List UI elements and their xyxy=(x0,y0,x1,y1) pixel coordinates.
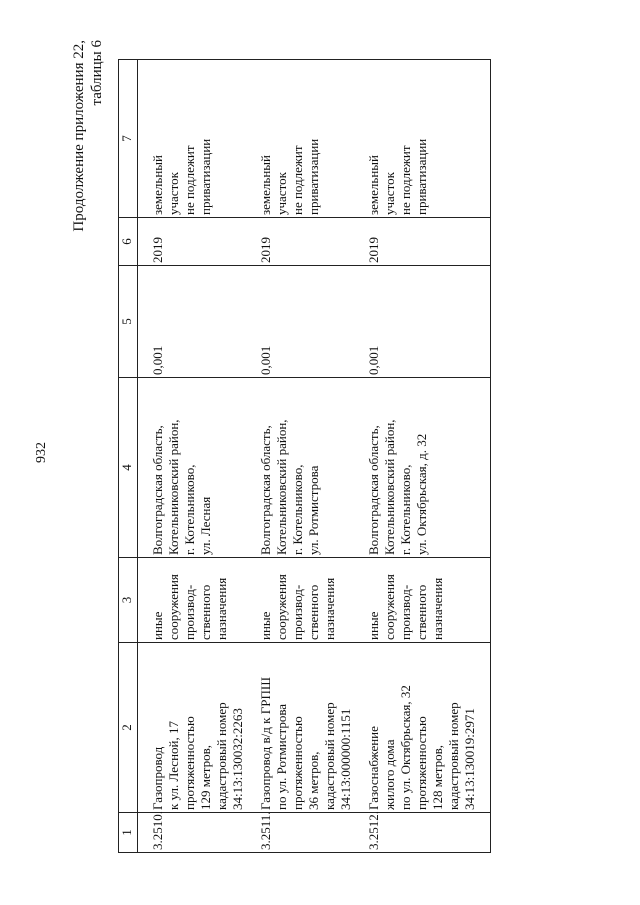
object-address: Волгоградская область, Котельниковский район, г. Котельниково, ул. Октябрьская, д. 32 xyxy=(354,378,491,558)
row-number: 3.2511. xyxy=(246,813,354,853)
column-header: 3 xyxy=(119,558,138,643)
object-address: Волгоградская область, Котельниковский район, г. Котельниково, ул. Ротмистрова xyxy=(246,378,354,558)
row-number: 3.2510. xyxy=(138,813,247,853)
column-header: 6 xyxy=(119,218,138,266)
row-number: 3.2512. xyxy=(354,813,491,853)
object-type: иные сооружения производ- ственного назначения xyxy=(138,558,247,643)
continuation-line-1: Продолжение приложения 22, xyxy=(71,40,87,232)
object-type: иные сооружения производ- ственного назначения xyxy=(354,558,491,643)
object-year: 2019 xyxy=(246,218,354,266)
object-area: 0,001 xyxy=(354,266,491,378)
column-header: 1 xyxy=(119,813,138,853)
object-address: Волгоградская область, Котельниковский район, г. Котельниково, ул. Лесная xyxy=(138,378,247,558)
column-header: 7 xyxy=(119,60,138,218)
object-area: 0,001 xyxy=(138,266,247,378)
object-year: 2019 xyxy=(138,218,247,266)
object-year: 2019 xyxy=(354,218,491,266)
column-header: 4 xyxy=(119,378,138,558)
object-area: 0,001 xyxy=(246,266,354,378)
object-type: иные сооружения производ- ственного назначения xyxy=(246,558,354,643)
object-note: земельный участок не подлежит приватизации xyxy=(138,60,247,218)
table-row xyxy=(138,60,247,853)
object-note: земельный участок не подлежит приватизации xyxy=(246,60,354,218)
page-number: 932 xyxy=(34,442,49,463)
column-header: 5 xyxy=(119,266,138,378)
object-name: Газоснабжение жилого дома по ул. Октябрьская, 32 протяженностью 128 метров, кадастровый номер 34:13:130019:2971 xyxy=(354,643,491,813)
object-name: Газопровод в/д к ГРПШ по ул. Ротмистрова протяженностью 36 метров, кадастровый номер 34:13:000000:1151 xyxy=(246,643,354,813)
object-name: Газопровод к ул. Лесной, 17 протяженностью 129 метров, кадастровый номер 34:13:130032:2263 xyxy=(138,643,247,813)
registry-table xyxy=(118,59,491,853)
table-row xyxy=(246,60,354,853)
object-note: земельный участок не подлежит приватизации xyxy=(354,60,491,218)
table-row xyxy=(354,60,491,853)
column-header: 2 xyxy=(119,643,138,813)
continuation-note xyxy=(70,40,106,360)
continuation-line-2: таблицы 6 xyxy=(89,40,105,106)
header-row xyxy=(119,60,138,853)
